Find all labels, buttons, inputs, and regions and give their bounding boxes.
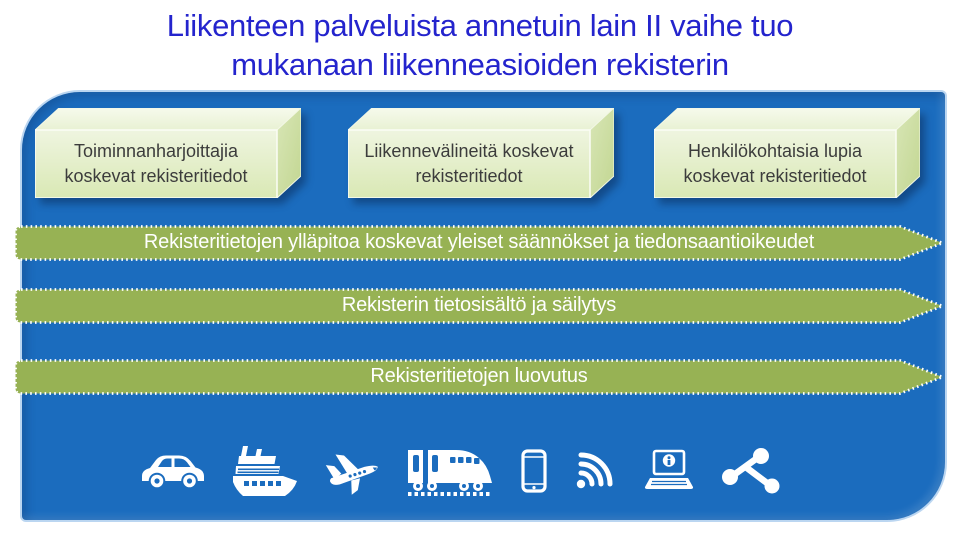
airplane-icon: [325, 444, 379, 498]
smartphone-icon: [521, 449, 547, 493]
share-network-icon: [722, 447, 780, 495]
title-line-1: Liikenteen palveluista annetuin lain II vaihe tuo: [166, 8, 794, 43]
bar-label: Rekisterin tietosisältö ja säilytys: [341, 293, 617, 316]
bar-data-disclosure: [14, 359, 944, 395]
title-line-2: mukanaan liikenneasioiden rekisterin: [231, 47, 729, 82]
transport-icon-strip: [22, 441, 898, 501]
box-vehicle-register-data: [348, 108, 614, 198]
bar-label: Rekisteritietojen luovutus: [370, 364, 588, 387]
box-label: Henkilökohtaisia lupia koskevat rekisteritiedot: [683, 140, 867, 186]
wifi-signal-icon: [574, 450, 616, 492]
ship-icon: [232, 445, 298, 497]
box-label: Toiminnanharjoittajia koskevat rekisteritiedot: [64, 140, 248, 186]
box-label: Liikennevälineitä koskevat rekisteritiedot: [364, 140, 574, 186]
car-icon: [141, 450, 205, 492]
bar-register-content: [14, 288, 944, 324]
box-personal-licence-register-data: [654, 108, 920, 198]
bar-general-rules: [14, 225, 944, 261]
train-icon: [406, 445, 494, 497]
box-operator-register-data: [35, 108, 301, 198]
slide-title: [0, 6, 960, 84]
bar-label: Rekisteritietojen ylläpitoa koskevat yleiset säännökset ja tiedonsaantioikeudet: [143, 230, 815, 253]
laptop-info-icon: [643, 449, 695, 493]
